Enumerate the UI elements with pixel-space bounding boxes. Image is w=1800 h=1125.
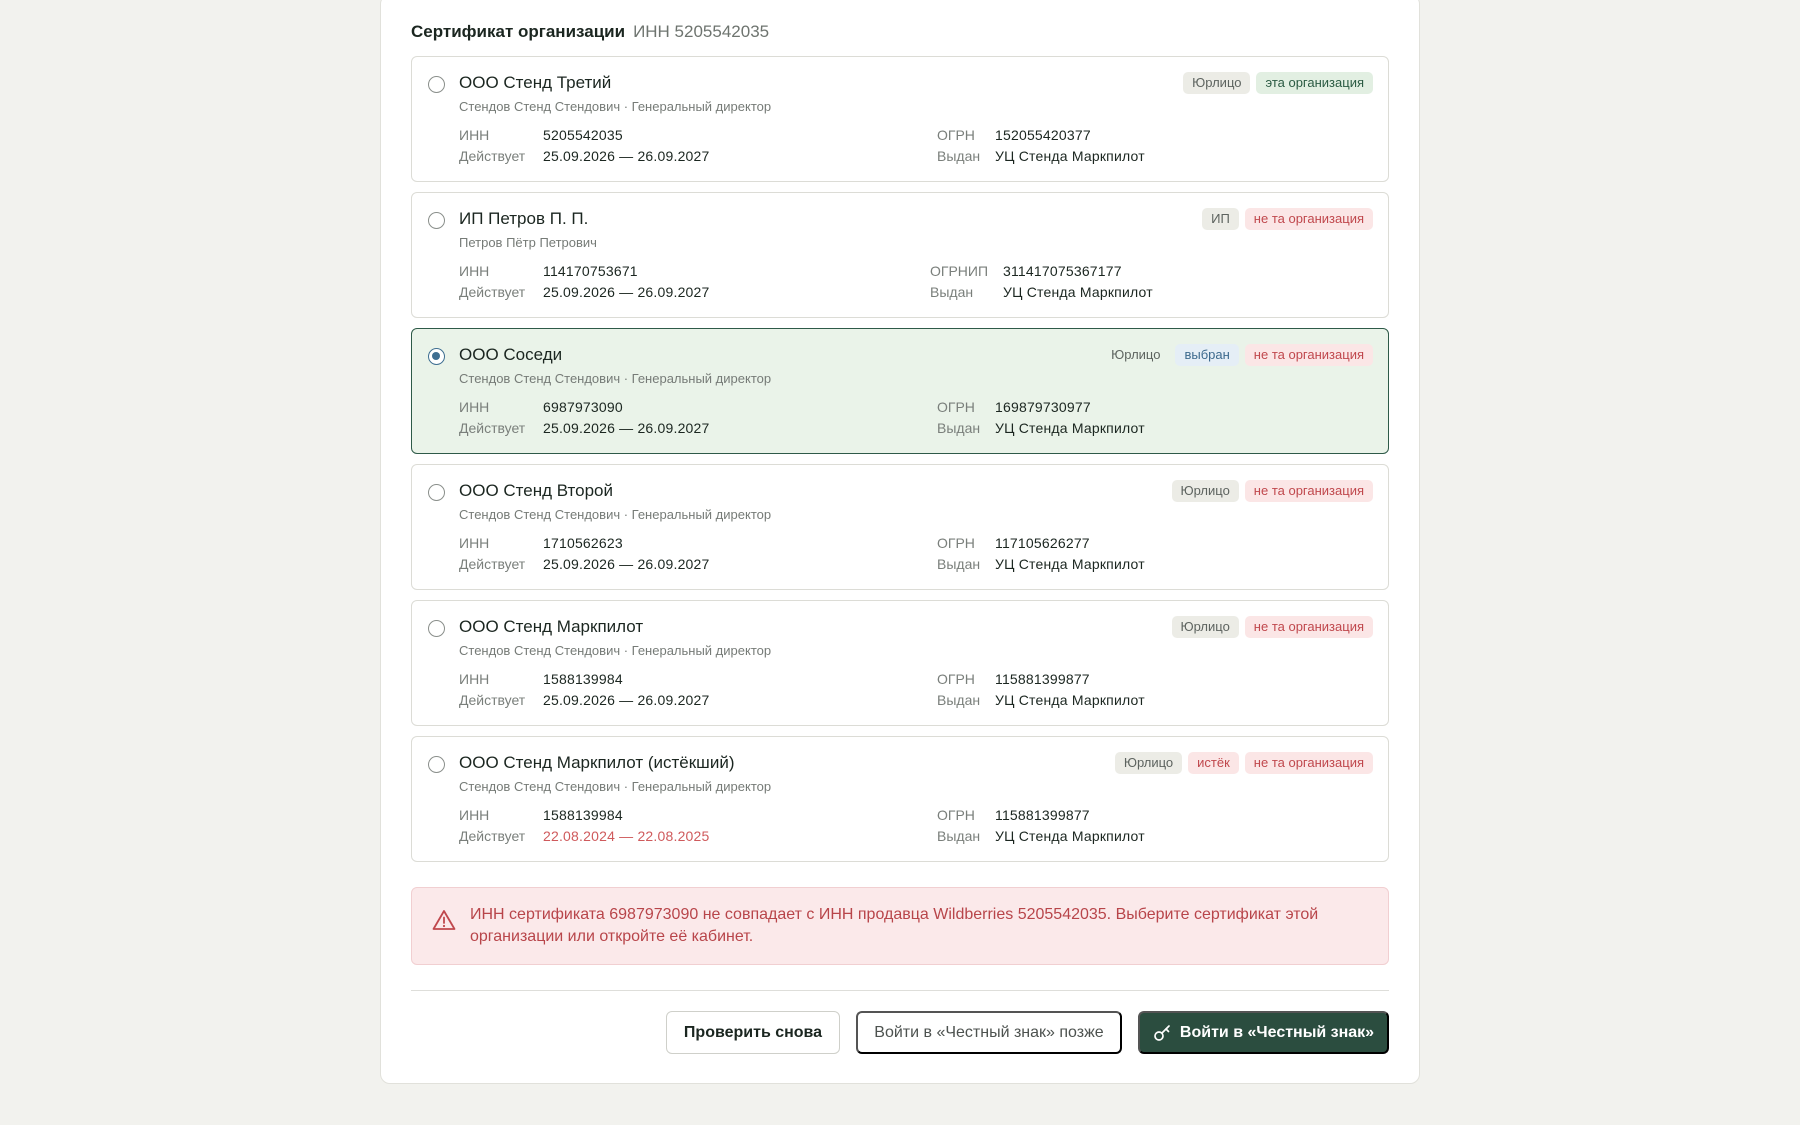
inn-mismatch-alert (411, 887, 1389, 965)
issuer-value: УЦ Стенда Маркпилот (995, 692, 1145, 708)
registration-value: 152055420377 (995, 127, 1091, 143)
footer-divider (411, 990, 1389, 991)
status-badge: Юрлицо (1172, 616, 1239, 638)
status-badge: выбран (1175, 344, 1238, 366)
registration-value: 169879730977 (995, 399, 1091, 415)
issuer-label: Выдан (937, 692, 981, 708)
certificate-name: ИП Петров П. П. (459, 209, 589, 228)
certificate-name: ООО Стенд Маркпилот (истёкший) (459, 753, 735, 772)
certificate-owner: Стендов Стенд Стендович · Генеральный директор (459, 643, 772, 658)
inn-value: 1588139984 (543, 807, 623, 823)
inn-label: ИНН (459, 671, 490, 687)
status-badge: не та организация (1245, 616, 1373, 638)
validity-label: Действует (459, 692, 526, 708)
issuer-label: Выдан (937, 556, 981, 572)
check-again-button[interactable]: Проверить снова (666, 1011, 840, 1054)
certificate-name: ООО Соседи (459, 345, 563, 364)
certificate-radio[interactable] (428, 756, 445, 773)
certificate-list (411, 56, 1389, 872)
validity-value: 25.09.2026 — 26.09.2027 (543, 284, 710, 300)
registration-label: ОГРН (937, 671, 975, 687)
certificate-fields-left (459, 263, 710, 300)
certificate-radio[interactable] (428, 212, 445, 229)
validity-label: Действует (459, 284, 526, 300)
key-icon (1153, 1024, 1171, 1042)
certificate-owner: Стендов Стенд Стендович · Генеральный директор (459, 371, 772, 386)
certificate-badges (1115, 752, 1373, 774)
issuer-label: Выдан (937, 420, 981, 436)
certificate-card[interactable] (411, 736, 1389, 862)
validity-value: 25.09.2026 — 26.09.2027 (543, 692, 710, 708)
status-badge: не та организация (1245, 208, 1373, 230)
status-badge: Юрлицо (1111, 347, 1161, 362)
certificate-owner: Стендов Стенд Стендович · Генеральный директор (459, 779, 772, 794)
section-heading (411, 22, 769, 42)
certificate-fields-left (459, 399, 710, 436)
certificate-radio[interactable] (428, 348, 445, 365)
issuer-value: УЦ Стенда Маркпилот (995, 420, 1145, 436)
validity-label: Действует (459, 420, 526, 436)
registration-label: ОГРН (937, 535, 975, 551)
certificate-fields-right (937, 127, 1145, 164)
registration-value: 311417075367177 (1003, 263, 1122, 279)
certificate-fields-right (937, 535, 1145, 572)
certificate-badges (1102, 344, 1373, 366)
issuer-value: УЦ Стенда Маркпилот (995, 828, 1145, 844)
status-badge: эта организация (1256, 72, 1373, 94)
section-title: Сертификат организации (411, 22, 626, 41)
alert-message: ИНН сертификата 6987973090 не совпадает с ИНН продавца Wildberries 5205542035. Выберите сертификат этой организации или откройте её кабинет. (470, 906, 1319, 945)
certificate-fields-right (937, 671, 1145, 708)
issuer-value: УЦ Стенда Маркпилот (995, 148, 1145, 164)
certificate-owner: Петров Пётр Петрович (459, 235, 597, 250)
status-badge: не та организация (1245, 480, 1373, 502)
validity-value: 22.08.2024 — 22.08.2025 (543, 828, 710, 844)
certificate-card[interactable] (411, 464, 1389, 590)
certificate-card[interactable] (411, 328, 1389, 454)
certificate-badges (1172, 480, 1374, 502)
warning-triangle-icon (432, 909, 456, 931)
certificate-name: ООО Стенд Третий (459, 73, 612, 92)
inn-value: 1710562623 (543, 535, 623, 551)
validity-value: 25.09.2026 — 26.09.2027 (543, 420, 710, 436)
inn-value: 1588139984 (543, 671, 623, 687)
certificate-radio[interactable] (428, 484, 445, 501)
certificate-name: ООО Стенд Второй (459, 481, 613, 500)
validity-label: Действует (459, 148, 526, 164)
certificate-fields-left (459, 671, 710, 708)
certificate-owner: Стендов Стенд Стендович · Генеральный директор (459, 99, 772, 114)
registration-value: 117105626277 (995, 535, 1090, 551)
status-badge: Юрлицо (1172, 480, 1239, 502)
certificate-fields-left (459, 807, 710, 844)
status-badge: ИП (1202, 208, 1239, 230)
certificate-card[interactable] (411, 192, 1389, 318)
registration-value: 115881399877 (995, 807, 1090, 823)
seller-inn: ИНН 5205542035 (633, 22, 770, 41)
issuer-label: Выдан (937, 828, 981, 844)
certificate-fields-right (937, 399, 1145, 436)
issuer-label: Выдан (937, 148, 981, 164)
enter-later-button[interactable]: Войти в «Честный знак» позже (856, 1011, 1122, 1054)
certificate-radio[interactable] (428, 620, 445, 637)
certificate-badges (1172, 616, 1374, 638)
enter-button-label: Войти в «Честный знак» (1179, 1023, 1375, 1041)
status-badge: не та организация (1245, 344, 1373, 366)
certificate-badges (1183, 72, 1373, 94)
certificate-fields-right (937, 807, 1145, 844)
issuer-value: УЦ Стенда Маркпилот (1003, 284, 1153, 300)
inn-value: 5205542035 (543, 127, 623, 143)
registration-label: ОГРН (937, 399, 975, 415)
status-badge: истёк (1188, 752, 1239, 774)
enter-chestny-znak-button[interactable] (1138, 1011, 1389, 1054)
validity-value: 25.09.2026 — 26.09.2027 (543, 556, 710, 572)
inn-value: 6987973090 (543, 399, 623, 415)
inn-label: ИНН (459, 127, 490, 143)
status-badge: Юрлицо (1115, 752, 1182, 774)
validity-label: Действует (459, 556, 526, 572)
issuer-label: Выдан (930, 284, 974, 300)
registration-label: ОГРН (937, 807, 975, 823)
registration-label: ОГРНИП (930, 263, 989, 279)
validity-label: Действует (459, 828, 526, 844)
registration-value: 115881399877 (995, 671, 1090, 687)
status-badge: не та организация (1245, 752, 1373, 774)
certificate-card[interactable] (411, 600, 1389, 726)
inn-label: ИНН (459, 807, 490, 823)
inn-label: ИНН (459, 399, 490, 415)
inn-value: 114170753671 (543, 263, 638, 279)
inn-label: ИНН (459, 263, 490, 279)
certificate-fields-right (930, 263, 1153, 300)
certificate-badges (1202, 208, 1373, 230)
issuer-value: УЦ Стенда Маркпилот (995, 556, 1145, 572)
status-badge: Юрлицо (1183, 72, 1250, 94)
certificate-fields-left (459, 535, 710, 572)
certificate-radio[interactable] (428, 76, 445, 93)
certificate-fields-left (459, 127, 710, 164)
certificate-card[interactable] (411, 56, 1389, 182)
validity-value: 25.09.2026 — 26.09.2027 (543, 148, 710, 164)
certificate-owner: Стендов Стенд Стендович · Генеральный директор (459, 507, 772, 522)
inn-label: ИНН (459, 535, 490, 551)
certificate-name: ООО Стенд Маркпилот (459, 617, 644, 636)
registration-label: ОГРН (937, 127, 975, 143)
